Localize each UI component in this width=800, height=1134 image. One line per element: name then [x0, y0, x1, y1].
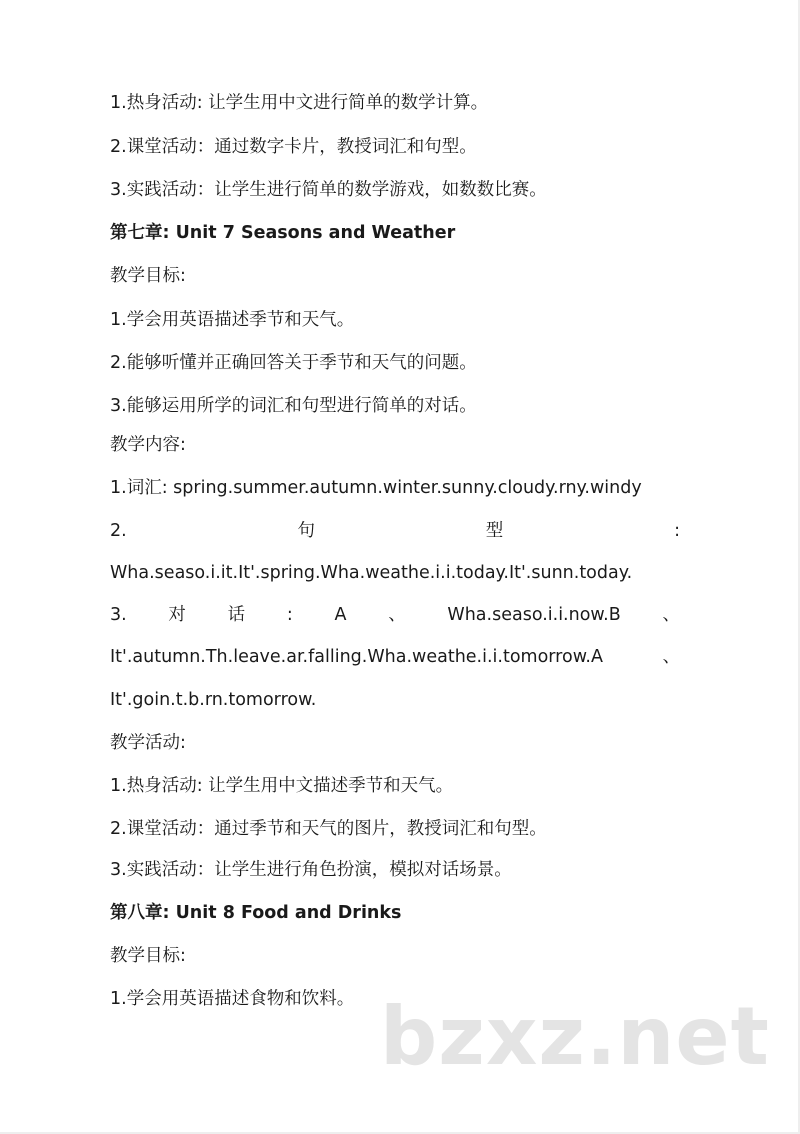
text-fragment: 话	[227, 605, 246, 625]
text-fragment: 、	[662, 647, 680, 667]
text-line: 1.热身活动: 让学生用中文描述季节和天气。	[110, 776, 454, 796]
section-label: 教学目标:	[110, 946, 186, 966]
text-fragment: 3.	[110, 605, 127, 625]
text-fragment: :	[674, 521, 680, 541]
text-fragment: Wha.seaso.i.i.now.B	[447, 605, 621, 625]
text-line: 1.学会用英语描述食物和饮料。	[110, 989, 355, 1009]
text-line: 3.实践活动：让学生进行角色扮演，模拟对话场景。	[110, 860, 512, 880]
text-fragment: 对	[168, 605, 186, 625]
text-line: 1.热身活动: 让学生用中文进行简单的数学计算。	[110, 93, 489, 113]
text-fragment: 句	[297, 521, 315, 541]
text-fragment: A	[334, 605, 347, 625]
chapter-heading: 第八章: Unit 8 Food and Drinks	[110, 903, 402, 923]
text-line: 2.能够听懂并正确回答关于季节和天气的问题。	[110, 353, 477, 373]
dialog-line	[110, 603, 680, 627]
text-line: 1.学会用英语描述季节和天气。	[110, 310, 355, 330]
vocab-line: 1.词汇: spring.summer.autumn.winter.sunny.cloudy.rny.windy	[110, 478, 642, 498]
text-fragment: 2.	[110, 521, 127, 541]
text-fragment: It'.autumn.Th.leave.ar.falling.Wha.weathe.i.i.tomorrow.A	[110, 647, 603, 667]
text-fragment: 、	[388, 605, 406, 625]
pattern-heading-line	[110, 519, 680, 543]
pattern-text: Wha.seaso.i.it.It'.spring.Wha.weathe.i.i.today.It'.sunn.today.	[110, 563, 633, 583]
section-label: 教学活动:	[110, 733, 186, 753]
chapter-heading: 第七章: Unit 7 Seasons and Weather	[110, 223, 456, 243]
text-line: 2.课堂活动：通过数字卡片，教授词汇和句型。	[110, 137, 477, 157]
text-line: 3.能够运用所学的词汇和句型进行简单的对话。	[110, 396, 477, 416]
text-fragment: 、	[662, 605, 680, 625]
text-line: 3.实践活动：让学生进行简单的数学游戏，如数数比赛。	[110, 180, 547, 200]
section-label: 教学目标:	[110, 266, 186, 286]
text-fragment: :	[286, 605, 293, 625]
text-line: 2.课堂活动：通过季节和天气的图片，教授词汇和句型。	[110, 819, 547, 839]
watermark: bzxz.net	[380, 990, 770, 1083]
text-fragment: 型	[485, 521, 504, 541]
dialog-line: It'.goin.t.b.rn.tomorrow.	[110, 690, 317, 710]
dialog-line	[110, 645, 680, 669]
section-label: 教学内容:	[110, 435, 186, 455]
